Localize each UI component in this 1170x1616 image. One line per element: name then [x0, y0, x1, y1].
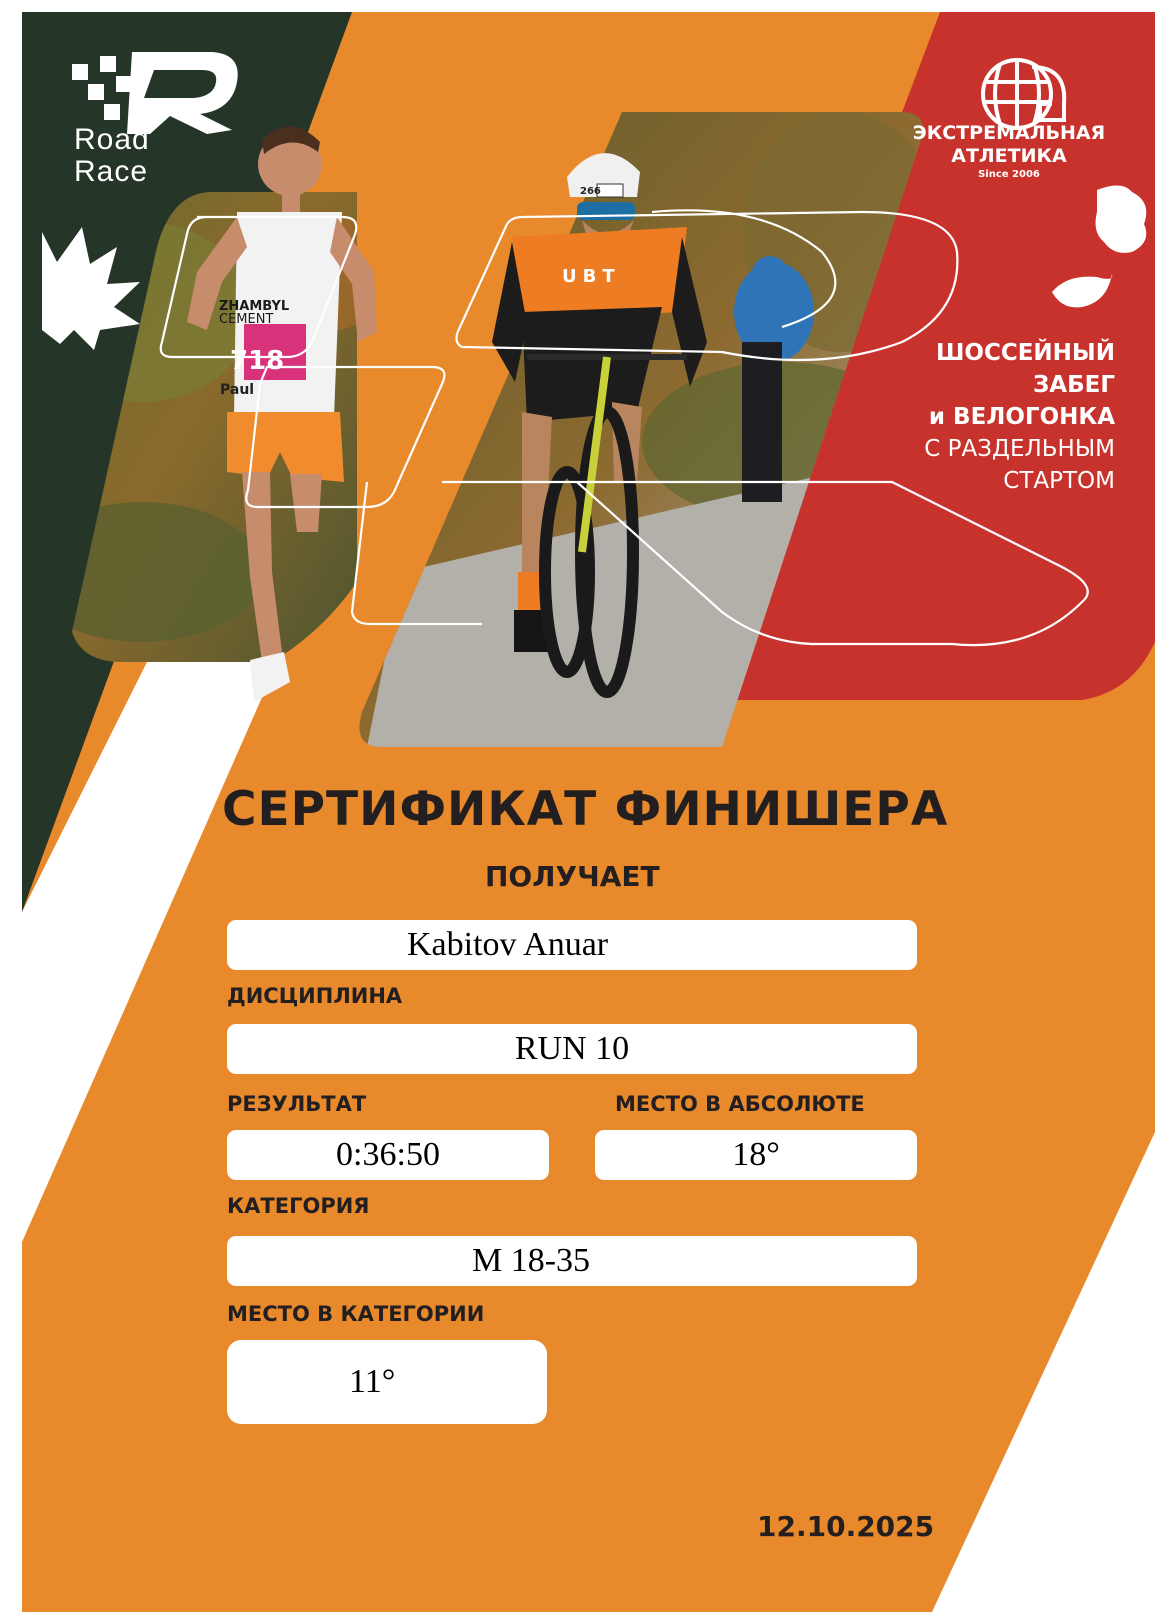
- absolute-place-field: [595, 1130, 917, 1180]
- discipline-value: RUN 10: [514, 1030, 630, 1067]
- organizer-line1: ЭКСТРЕМАЛЬНАЯ: [912, 122, 1106, 144]
- tagline-line2: ЗАБЕГ: [1032, 372, 1115, 398]
- logo-text-race: Race: [74, 155, 149, 188]
- runner-bib-name: Paul: [220, 382, 255, 398]
- event-tagline: [855, 337, 1115, 497]
- cyclist-jersey-text: UBT: [562, 266, 621, 287]
- runner-sponsor-line2: CEMENT: [219, 312, 274, 327]
- organizer-line2: АТЛЕТИКА: [951, 145, 1067, 167]
- category-place-label: МЕСТО В КАТЕГОРИИ: [227, 1302, 485, 1326]
- runner-bib-number: 718: [230, 346, 285, 376]
- finisher-name-field: [227, 920, 917, 970]
- absolute-place-label: МЕСТО В АБСОЛЮТЕ: [615, 1092, 865, 1116]
- certificate-title: СЕРТИФИКАТ ФИНИШЕРА: [222, 782, 949, 837]
- tagline-line5: СТАРТОМ: [1003, 468, 1115, 494]
- category-value: M 18-35: [472, 1242, 591, 1279]
- result-label: РЕЗУЛЬТАТ: [227, 1092, 367, 1116]
- discipline-label: ДИСЦИПЛИНА: [227, 984, 403, 1008]
- category-label: КАТЕГОРИЯ: [227, 1194, 370, 1218]
- certificate-date: 12.10.2025: [757, 1510, 935, 1543]
- tagline-line4: С РАЗДЕЛЬНЫМ: [924, 436, 1115, 462]
- result-field: [227, 1130, 549, 1180]
- certificate-page: [22, 12, 1155, 1612]
- tagline-line3: и ВЕЛОГОНКА: [928, 404, 1115, 430]
- logo-text-road: Road: [74, 123, 150, 156]
- result-value: 0:36:50: [336, 1136, 440, 1173]
- runner-sponsor: [219, 300, 309, 326]
- absolute-place-value: 18°: [732, 1136, 780, 1173]
- category-place-value: 11°: [349, 1363, 396, 1400]
- cyclist-helmet-number: 266: [580, 186, 601, 197]
- organizer-since: Since 2006: [978, 169, 1040, 180]
- tagline-line1: ШОССЕЙНЫЙ: [935, 340, 1115, 366]
- finisher-name: Kabitov Anuar: [407, 926, 609, 963]
- discipline-field: [227, 1024, 917, 1074]
- category-place-field: [227, 1340, 547, 1424]
- certificate-subtitle: ПОЛУЧАЕТ: [485, 860, 660, 893]
- runner-sponsor-line1: ZHAMBYL: [219, 299, 290, 314]
- category-field: [227, 1236, 917, 1286]
